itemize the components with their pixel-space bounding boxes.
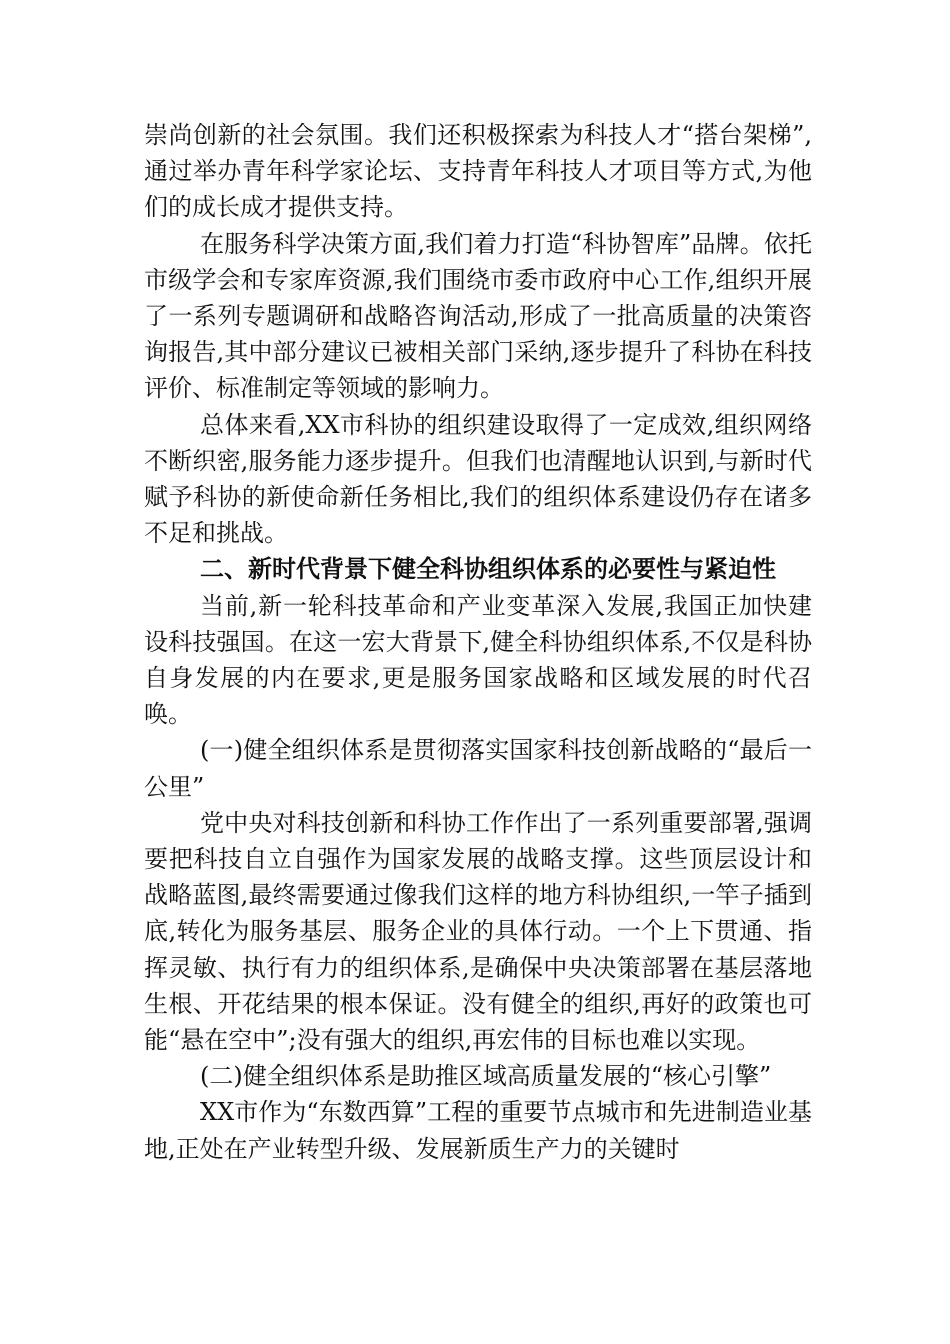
paragraph-summary: 总体来看,XX市科协的组织建设取得了一定成效,组织网络不断织密,服务能力逐步提升。但我们也清醒地认识到,与新时代赋予科协的新使命新任务相比,我们的组织体系建设仍存在诸多不足和挑战。	[144, 410, 812, 548]
paragraph-decision-service: 在服务科学决策方面,我们着力打造“科协智库”品牌。依托市级学会和专家库资源,我们围绕市委市政府中心工作,组织开展了一系列专题调研和战略咨询活动,形成了一批高质量的决策咨询报告,其中部分建议已被相关部门采纳,逐步提升了科协在科技评价、标准制定等领域的影响力。	[144, 229, 812, 403]
subsection-heading-2: (二)健全组织体系是助推区域高质量发展的“核心引擎”	[200, 1062, 772, 1091]
section-heading-2: 二、新时代背景下健全科协组织体系的必要性与紧迫性	[200, 555, 776, 584]
paragraph-talent-support: 崇尚创新的社会氛围。我们还积极探索为科技人才“搭台架梯”,通过举办青年科学家论坛、支持青年科技人才项目等方式,为他们的成长成才提供支持。	[144, 121, 812, 222]
document-body	[144, 117, 812, 1167]
paragraph-national-strategy: 党中央对科技创新和科协工作作出了一系列重要部署,强调要把科技自立自强作为国家发展的战略支撑。这些顶层设计和战略蓝图,最终需要通过像我们这样的地方科协组织,一竿子插到底,转化为服务基层、服务企业的具体行动。一个上下贯通、指挥灵敏、执行有力的组织体系,是确保中央决策部署在基层落地生根、开花结果的根本保证。没有健全的组织,再好的政策也可能“悬在空中”;没有强大的组织,再宏伟的目标也难以实现。	[144, 808, 812, 1055]
paragraph-regional-development: XX市作为“东数西算”工程的重要节点城市和先进制造业基地,正处在产业转型升级、发展新质生产力的关键时	[144, 1098, 812, 1163]
paragraph-background: 当前,新一轮科技革命和产业变革深入发展,我国正加快建设科技强国。在这一宏大背景下,健全科协组织体系,不仅是科协自身发展的内在要求,更是服务国家战略和区域发展的时代召唤。	[144, 591, 812, 729]
subsection-heading-1: (一)健全组织体系是贯彻落实国家科技创新战略的“最后一公里”	[144, 736, 812, 801]
